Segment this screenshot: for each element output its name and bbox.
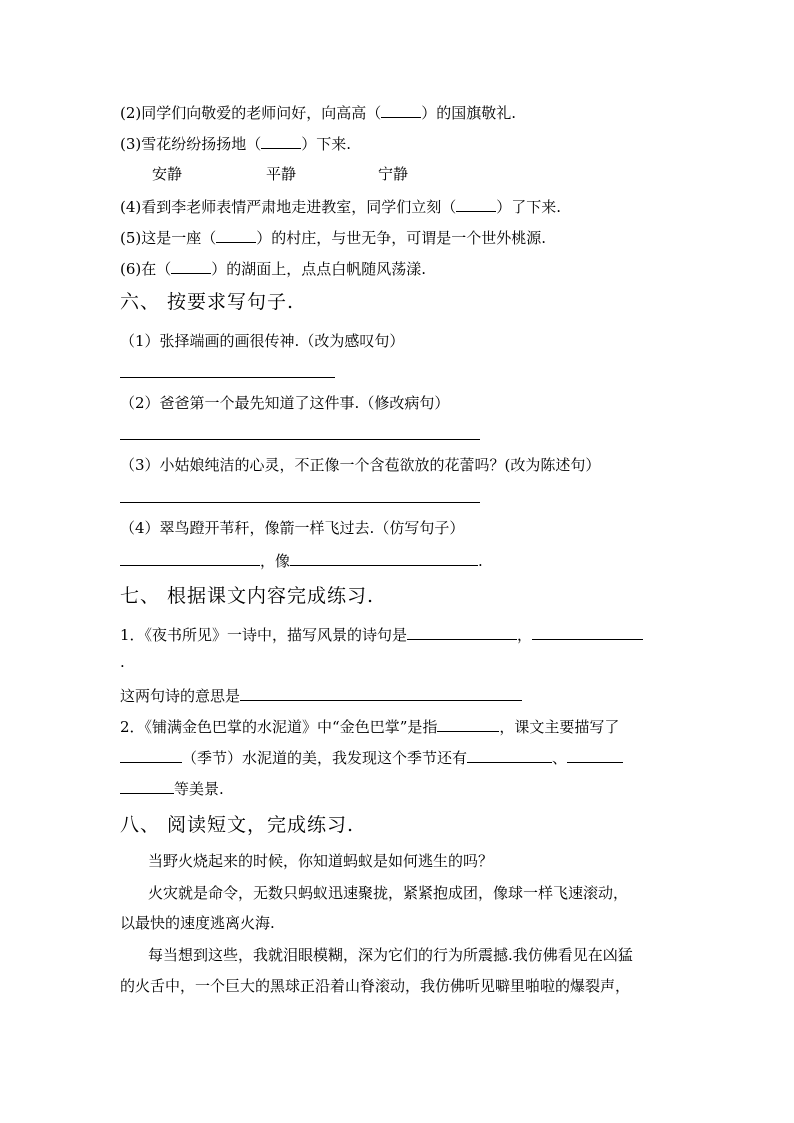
q5-item-4: (4)看到李老师表情严肃地走进教室，同学们立刻（ ）了下来. [120, 198, 562, 216]
answer-blank[interactable] [567, 747, 623, 763]
answer-blank[interactable] [120, 550, 260, 566]
q5-item-2: (2)同学们向敬爱的老师问好，向高高（ ）的国旗敬礼. [120, 104, 517, 122]
answer-line[interactable] [120, 502, 480, 503]
q6-sentence-1: （1）张择端画的画很传神.（改为感叹句） [120, 332, 405, 350]
answer-blank[interactable] [120, 747, 182, 763]
q7-item-2-line-3: 等美景. [120, 778, 224, 799]
word-option: 宁静 [378, 165, 409, 183]
answer-blank[interactable] [120, 778, 174, 794]
answer-line[interactable] [120, 377, 335, 378]
answer-blank[interactable] [290, 550, 478, 566]
q7-item-2: 2．《铺满金色巴掌的水泥道》中“金色巴掌”是指 ，课文主要描写了 [120, 718, 620, 736]
section-7-title: 七、 根据课文内容完成练习. [120, 585, 375, 607]
passage-paragraph-2-line-1: 火灾就是命令，无数只蚂蚁迅速聚拢，紧紧抱成团，像球一样飞速滚动， [148, 884, 629, 902]
answer-blank[interactable] [467, 747, 552, 763]
q7-item-1-end: . [120, 653, 125, 671]
q6-sentence-3: （3）小姑娘纯洁的心灵，不正像一个含苞欲放的花蕾吗？(改为陈述句） [120, 456, 601, 474]
word-option: 安静 [152, 165, 183, 183]
answer-line[interactable] [120, 439, 480, 440]
q7-item-1: 1．《夜书所见》一诗中，描写风景的诗句是 ， [120, 624, 643, 645]
answer-blank[interactable] [437, 716, 499, 732]
answer-blank[interactable] [532, 624, 643, 640]
answer-blank[interactable] [240, 685, 522, 701]
word-option: 平静 [266, 165, 297, 183]
q7-meaning-line: 这两句诗的意思是 [120, 685, 522, 706]
section-8-title: 八、 阅读短文，完成练习. [120, 814, 355, 836]
q6-sentence-2: （2）爸爸第一个最先知道了这件事.（修改病句） [120, 394, 450, 412]
answer-blank[interactable] [216, 227, 256, 243]
passage-paragraph-2-line-2: 以最快的速度逃离火海. [120, 914, 275, 932]
q5-item-6: (6)在（ ）的湖面上，点点白帆随风荡漾. [120, 260, 427, 278]
answer-blank[interactable] [171, 258, 211, 274]
q5-item-5: (5)这是一座（ ）的村庄，与世无争，可谓是一个世外桃源. [120, 229, 547, 247]
section-6-title: 六、 按要求写句子. [120, 291, 295, 313]
q6-imitation-line: ，像 . [120, 550, 483, 571]
q6-sentence-4: （4）翠鸟蹬开苇秆，像箭一样飞过去.（仿写句子） [120, 519, 465, 537]
answer-blank[interactable] [381, 102, 421, 118]
passage-paragraph-3-line-2: 的火舌中，一个巨大的黑球正沿着山脊滚动，我仿佛听见噼里啪啦的爆裂声， [120, 977, 631, 995]
q7-item-2-line-2: （季节）水泥道的美，我发现这个季节还有 、 [120, 747, 623, 768]
q5-item-3: (3)雪花纷纷扬扬地（ ）下来. [120, 135, 352, 153]
answer-blank[interactable] [456, 196, 496, 212]
answer-blank[interactable] [407, 624, 517, 640]
passage-paragraph-1: 当野火烧起来的时候，你知道蚂蚁是如何逃生的吗？ [148, 852, 494, 870]
answer-blank[interactable] [261, 133, 301, 149]
passage-paragraph-3-line-1: 每当想到这些，我就泪眼模糊，深为它们的行为所震撼.我仿佛看见在凶猛 [148, 946, 633, 964]
